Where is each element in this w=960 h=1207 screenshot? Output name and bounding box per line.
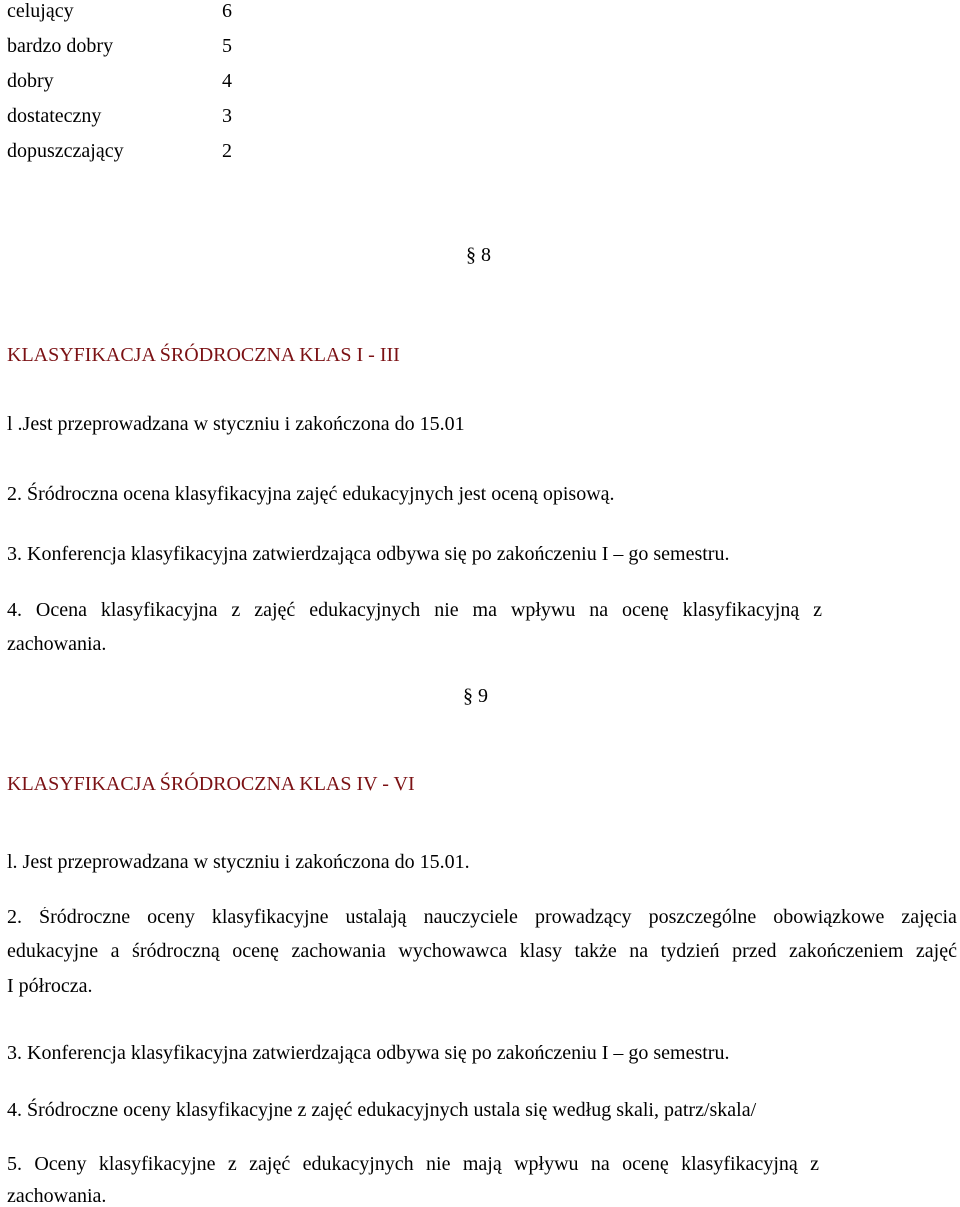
grade-value: 2 xyxy=(222,140,232,162)
grade-value: 3 xyxy=(222,105,232,127)
grade-value: 4 xyxy=(222,70,232,92)
section-heading-9: KLASYFIKACJA ŚRÓDROCZNA KLAS IV - VI xyxy=(7,773,415,795)
paragraph-item: 3. Konferencja klasyfikacyjna zatwierdzająca odbywa się po zakończeniu I – go semestru. xyxy=(7,1042,730,1064)
paragraph-continuation: edukacyjne a śródroczną ocenę zachowania wychowawca klasy także na tydzień przed zakończeniem zajęć xyxy=(7,941,957,962)
grade-name: dostateczny xyxy=(7,105,102,127)
grade-value: 6 xyxy=(222,0,232,22)
grade-name: bardzo dobry xyxy=(7,35,114,57)
section-mark-8: § 8 xyxy=(466,244,491,266)
paragraph-item: 3. Konferencja klasyfikacyjna zatwierdzająca odbywa się po zakończeniu I – go semestru. xyxy=(7,543,730,565)
grade-row xyxy=(7,106,267,130)
grade-row xyxy=(7,71,267,95)
paragraph-continuation: I półrocza. xyxy=(7,975,93,997)
grade-name: dopuszczający xyxy=(7,140,124,162)
grade-name: celujący xyxy=(7,0,74,22)
paragraph-item: l .Jest przeprowadzana w styczniu i zakończona do 15.01 xyxy=(7,413,465,435)
grade-row xyxy=(7,1,267,25)
paragraph-item: 2. Śródroczna ocena klasyfikacyjna zajęć edukacyjnych jest oceną opisową. xyxy=(7,483,615,505)
section-heading-8: KLASYFIKACJA ŚRÓDROCZNA KLAS I - III xyxy=(7,344,400,366)
grade-name: dobry xyxy=(7,70,54,92)
paragraph-item: 4. Ocena klasyfikacyjna z zajęć edukacyjnych nie ma wpływu na ocenę klasyfikacyjną z xyxy=(7,600,822,621)
section-mark-9: § 9 xyxy=(463,685,488,707)
grade-value: 5 xyxy=(222,35,232,57)
paragraph-continuation: zachowania. xyxy=(7,633,107,655)
paragraph-item: 5. Oceny klasyfikacyjne z zajęć edukacyjnych nie mają wpływu na ocenę klasyfikacyjną z xyxy=(7,1154,819,1175)
paragraph-continuation: zachowania. xyxy=(7,1185,107,1207)
paragraph-item: 2. Śródroczne oceny klasyfikacyjne ustalają nauczyciele prowadzący poszczególne obowiązkowe zajęcia xyxy=(7,907,957,928)
grade-row xyxy=(7,36,267,60)
paragraph-item: 4. Śródroczne oceny klasyfikacyjne z zajęć edukacyjnych ustala się według skali, patrz/skala/ xyxy=(7,1099,757,1121)
paragraph-item: l. Jest przeprowadzana w styczniu i zakończona do 15.01. xyxy=(7,851,470,873)
grade-row xyxy=(7,141,267,165)
